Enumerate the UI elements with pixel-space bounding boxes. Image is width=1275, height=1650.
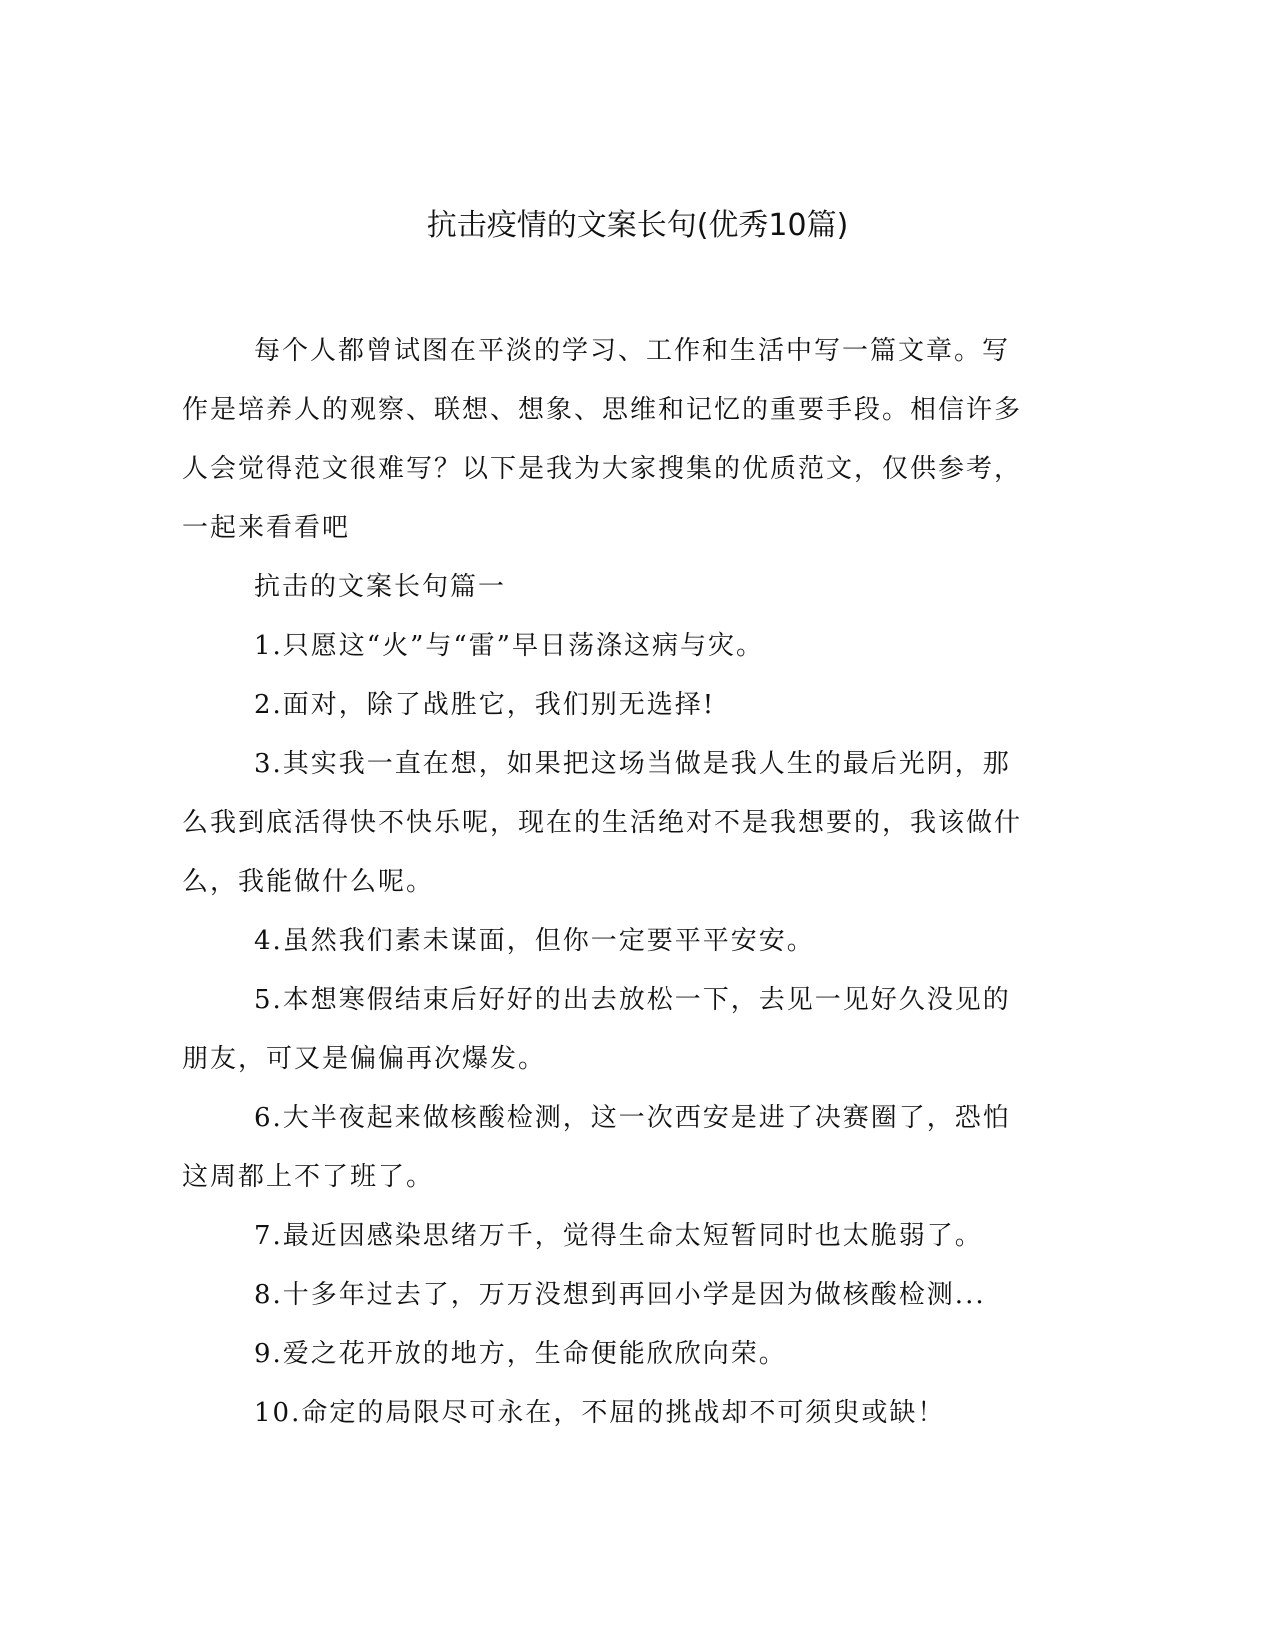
section-heading: 抗击的文案长句篇一 — [254, 572, 507, 602]
list-item: 1.只愿这“火”与“雷”早日荡涤这病与灾。 — [254, 631, 764, 661]
list-item: 7.最近因感染思绪万千，觉得生命太短暂同时也太脆弱了。 — [254, 1221, 983, 1251]
list-item: 5.本想寒假结束后好好的出去放松一下，去见一见好久没见的朋友，可又是偏偏再次爆发。 — [182, 985, 1011, 1074]
list-item: 4.虽然我们素未谋面，但你一定要平平安安。 — [254, 926, 815, 956]
document-title: 抗击疫情的文案长句(优秀10篇) — [426, 208, 849, 243]
intro-paragraph: 每个人都曾试图在平淡的学习、工作和生活中写一篇文章。写作是培养人的观察、联想、想象、思维和记忆的重要手段。相信许多人会觉得范文很难写？以下是我为大家搜集的优质范文，仅供参考，一起来看看吧 — [182, 336, 1023, 543]
list-item: 3.其实我一直在想，如果把这场当做是我人生的最后光阴，那么我到底活得快不快乐呢，现在的生活绝对不是我想要的，我该做什么，我能做什么呢。 — [182, 749, 1023, 897]
list-item: 9.爱之花开放的地方，生命便能欣欣向荣。 — [254, 1339, 787, 1369]
document-body — [182, 322, 1027, 1443]
list-item: 8.十多年过去了，万万没想到再回小学是因为做核酸检测... — [254, 1280, 986, 1310]
list-item: 10.命定的局限尽可永在，不屈的挑战却不可须臾或缺！ — [254, 1398, 946, 1428]
list-item: 2.面对，除了战胜它，我们别无选择! — [254, 690, 716, 720]
list-item: 6.大半夜起来做核酸检测，这一次西安是进了决赛圈了，恐怕这周都上不了班了。 — [182, 1103, 1011, 1192]
